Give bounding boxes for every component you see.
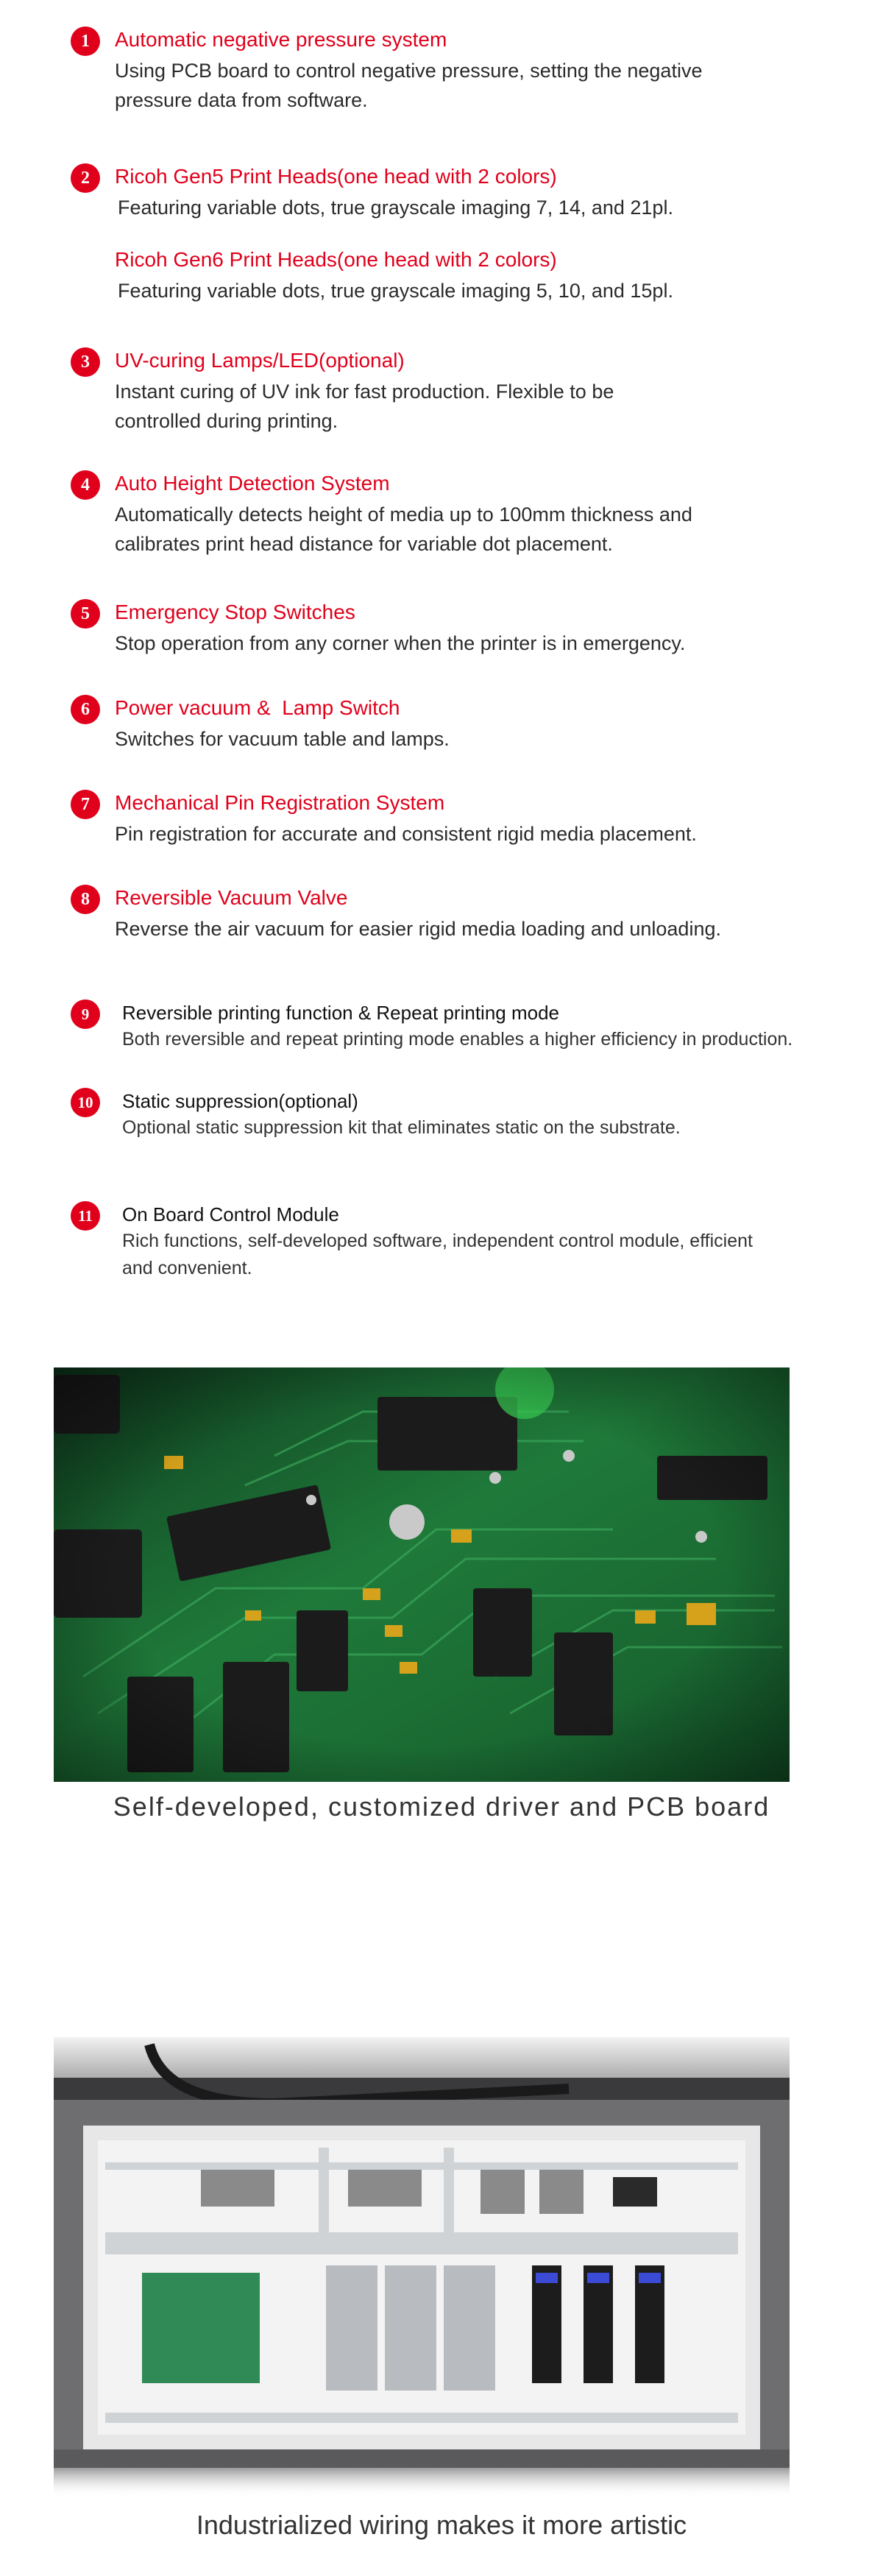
feature-title: Ricoh Gen5 Print Heads(one head with 2 colors) <box>115 165 557 188</box>
number-badge-1: 1 <box>71 26 100 56</box>
feature-title: Power vacuum & Lamp Switch <box>115 696 400 719</box>
number-badge-9: 9 <box>71 999 100 1029</box>
number-badge-8: 8 <box>71 885 100 914</box>
feature-description: Using PCB board to control negative pressure, setting the negative pressure data from software. <box>115 60 703 111</box>
number-badge-4: 4 <box>71 470 100 500</box>
feature-title: UV-curing Lamps/LED(optional) <box>115 349 405 372</box>
feature-title: Reversible printing function & Repeat printing mode <box>122 1002 560 1024</box>
feature-title: Reversible Vacuum Valve <box>115 886 348 909</box>
feature-description: Automatically detects height of media up to 100mm thickness and calibrates print head distance for variable dot placement. <box>115 503 692 555</box>
feature-description: Pin registration for accurate and consistent rigid media placement. <box>115 823 697 845</box>
pcb-board-photo <box>54 1367 790 1782</box>
pcb-board-illustration <box>54 1367 790 1782</box>
number-badge-3: 3 <box>71 347 100 377</box>
feature-title: Mechanical Pin Registration System <box>115 791 445 814</box>
feature-description: Featuring variable dots, true grayscale imaging 7, 14, and 21pl. <box>118 197 673 219</box>
feature-title: Ricoh Gen6 Print Heads(one head with 2 colors) <box>115 248 557 271</box>
pcb-caption: Self-developed, customized driver and PCB board <box>113 1791 770 1822</box>
feature-description: Stop operation from any corner when the printer is in emergency. <box>115 632 686 654</box>
number-badge-2: 2 <box>71 163 100 193</box>
wiring-cabinet-photo <box>54 2037 790 2497</box>
feature-description: Both reversible and repeat printing mode enables a higher efficiency in production. <box>122 1029 793 1050</box>
feature-title: Automatic negative pressure system <box>115 28 447 51</box>
number-badge-6: 6 <box>71 695 100 724</box>
number-badge-10: 10 <box>71 1088 100 1117</box>
feature-description: Rich functions, self-developed software, independent control module, efficient and convenient. <box>122 1231 753 1278</box>
feature-description: Featuring variable dots, true grayscale imaging 5, 10, and 15pl. <box>118 280 673 302</box>
feature-title: Static suppression(optional) <box>122 1090 358 1112</box>
feature-description: Optional static suppression kit that eliminates static on the substrate. <box>122 1117 681 1138</box>
number-badge-5: 5 <box>71 599 100 629</box>
feature-description: Reverse the air vacuum for easier rigid media loading and unloading. <box>115 918 721 940</box>
feature-title: Emergency Stop Switches <box>115 601 355 623</box>
wiring-cabinet-illustration <box>54 2037 790 2497</box>
number-badge-11: 11 <box>71 1201 100 1231</box>
wiring-caption: Industrialized wiring makes it more artistic <box>196 2510 687 2540</box>
feature-description: Instant curing of UV ink for fast production. Flexible to be controlled during printing. <box>115 381 614 432</box>
feature-title: On Board Control Module <box>122 1203 339 1225</box>
feature-title: Auto Height Detection System <box>115 472 390 495</box>
number-badge-7: 7 <box>71 790 100 819</box>
feature-description: Switches for vacuum table and lamps. <box>115 728 450 750</box>
